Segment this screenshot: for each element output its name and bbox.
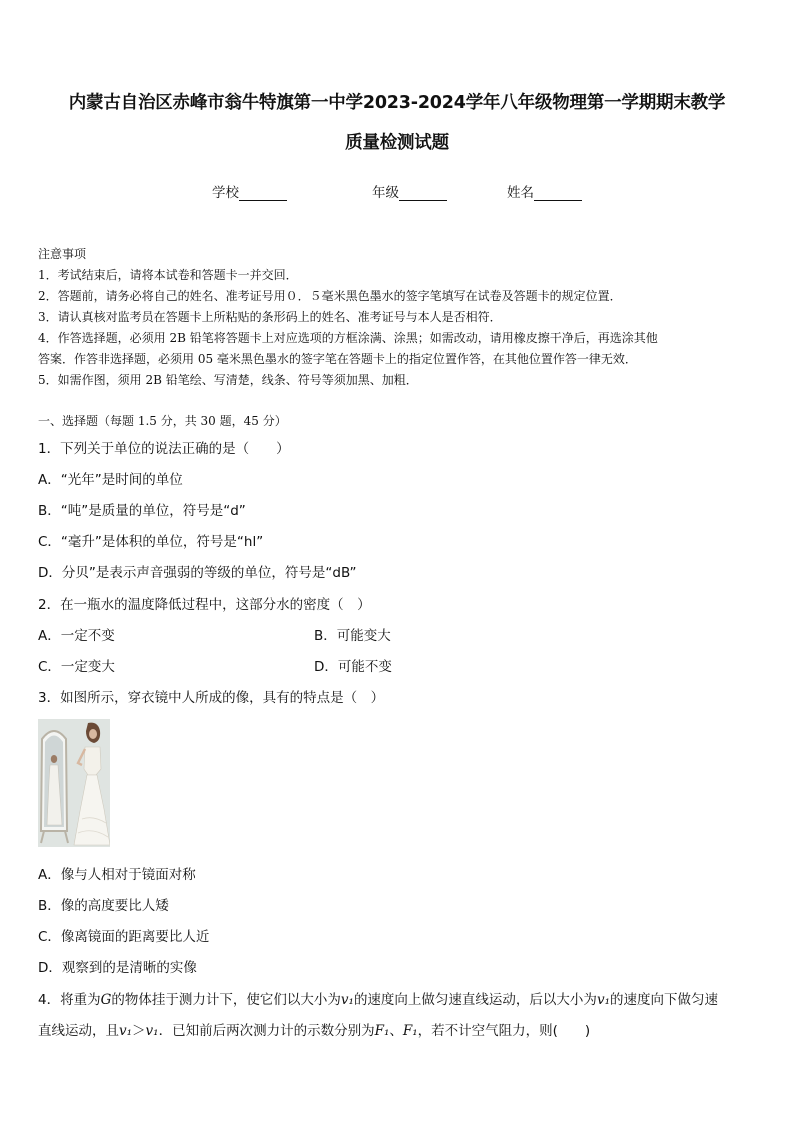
q1-option-c: C．“毫升”是体积的单位，符号是“hl” [38, 534, 264, 550]
section-heading: 一、选择题（每题 1.5 分，共 30 题，45 分） [38, 414, 287, 428]
q4-sep: 、 [389, 1023, 403, 1039]
q4-var-G: G [100, 992, 112, 1008]
notice-item-4-cont: 答案．作答非选择题，必须用 05 毫米黑色墨水的签字笔在答题卡上的指定位置作答，在其他位置作答一律无效． [38, 352, 637, 366]
q4-text-7: ，若不计空气阻力，则( ) [417, 1023, 591, 1039]
notice-item-1: 1．考试结束后，请将本试卷和答题卡一并交回． [38, 268, 298, 282]
q4-gt: ＞ [132, 1023, 146, 1039]
mirror-photo [38, 719, 110, 847]
grade-field [372, 181, 447, 201]
q2-option-b: B．可能变大 [314, 628, 391, 644]
q4-var-F1-a: F₁ [374, 1023, 390, 1039]
q1-option-a: A．“光年”是时间的单位 [38, 472, 183, 488]
school-blank[interactable] [239, 186, 287, 201]
q1-stem: 1．下列关于单位的说法正确的是（ ） [38, 441, 290, 457]
notice-item-2: 2．答题前，请务必将自己的姓名、准考证号用０．５毫米黑色墨水的签字笔填写在试卷及答题卡的规定位置． [38, 289, 622, 303]
q4-stem-line2 [38, 1019, 590, 1039]
name-label: 姓名 [507, 185, 534, 201]
q1-option-b: B．“吨”是质量的单位，符号是“d” [38, 503, 246, 519]
q4-text-6: ．已知前后两次测力计的示数分别为 [158, 1023, 375, 1039]
notice-heading: 注意事项 [38, 247, 87, 261]
exam-title-line1: 内蒙古自治区赤峰市翁牛特旗第一中学2023-2024学年八年级物理第一学期期末教学 [68, 93, 726, 113]
q2-stem: 2．在一瓶水的温度降低过程中，这部分水的密度（ ） [38, 597, 371, 613]
q4-text-5: 直线运动，且 [38, 1023, 119, 1039]
notice-item-4: 4．作答选择题，必须用 2B 铅笔将答题卡上对应选项的方框涂满、涂黑；如需改动，请用橡皮擦干净后，再选涂其他 [38, 331, 658, 345]
q3-stem: 3．如图所示，穿衣镜中人所成的像，具有的特点是（ ） [38, 690, 385, 706]
q4-var-v1-a: v₁ [340, 992, 354, 1008]
q1-option-d: D．分贝”是表示声音强弱的等级的单位，符号是“dB” [38, 565, 357, 581]
q2-option-c: C．一定变大 [38, 659, 115, 675]
school-field [212, 181, 287, 201]
q4-var-v1-c: v₁ [119, 1023, 133, 1039]
school-label: 学校 [212, 185, 239, 201]
q4-var-v1-b: v₁ [596, 992, 610, 1008]
name-field [507, 181, 582, 201]
q4-text-2: 的物体挂于测力计下，使它们以大小为 [111, 992, 341, 1008]
q2-option-d: D．可能不变 [314, 659, 392, 675]
name-blank[interactable] [534, 186, 582, 201]
notice-item-3: 3．请认真核对监考员在答题卡上所粘贴的条形码上的姓名、准考证号与本人是否相符． [38, 310, 502, 324]
q3-option-c: C．像离镜面的距离要比人近 [38, 929, 210, 945]
grade-label: 年级 [372, 185, 399, 201]
q4-var-F1-b: F₁ [402, 1023, 418, 1039]
q4-text-1: 4．将重为 [38, 992, 101, 1008]
q4-var-v1-d: v₁ [145, 1023, 159, 1039]
q4-stem-line1 [38, 988, 718, 1008]
q3-option-d: D．观察到的是清晰的实像 [38, 960, 197, 976]
grade-blank[interactable] [399, 186, 447, 201]
q3-option-b: B．像的高度要比人矮 [38, 898, 169, 914]
q4-text-4: 的速度向下做匀速 [609, 992, 718, 1008]
q2-option-a: A．一定不变 [38, 628, 115, 644]
exam-title-line2: 质量检测试题 [345, 133, 449, 153]
q4-text-3: 的速度向上做匀速直线运动，后以大小为 [353, 992, 597, 1008]
q3-option-a: A．像与人相对于镜面对称 [38, 867, 196, 883]
notice-item-5: 5．如需作图，须用 2B 铅笔绘、写清楚，线条、符号等须加黑、加粗． [38, 373, 418, 387]
